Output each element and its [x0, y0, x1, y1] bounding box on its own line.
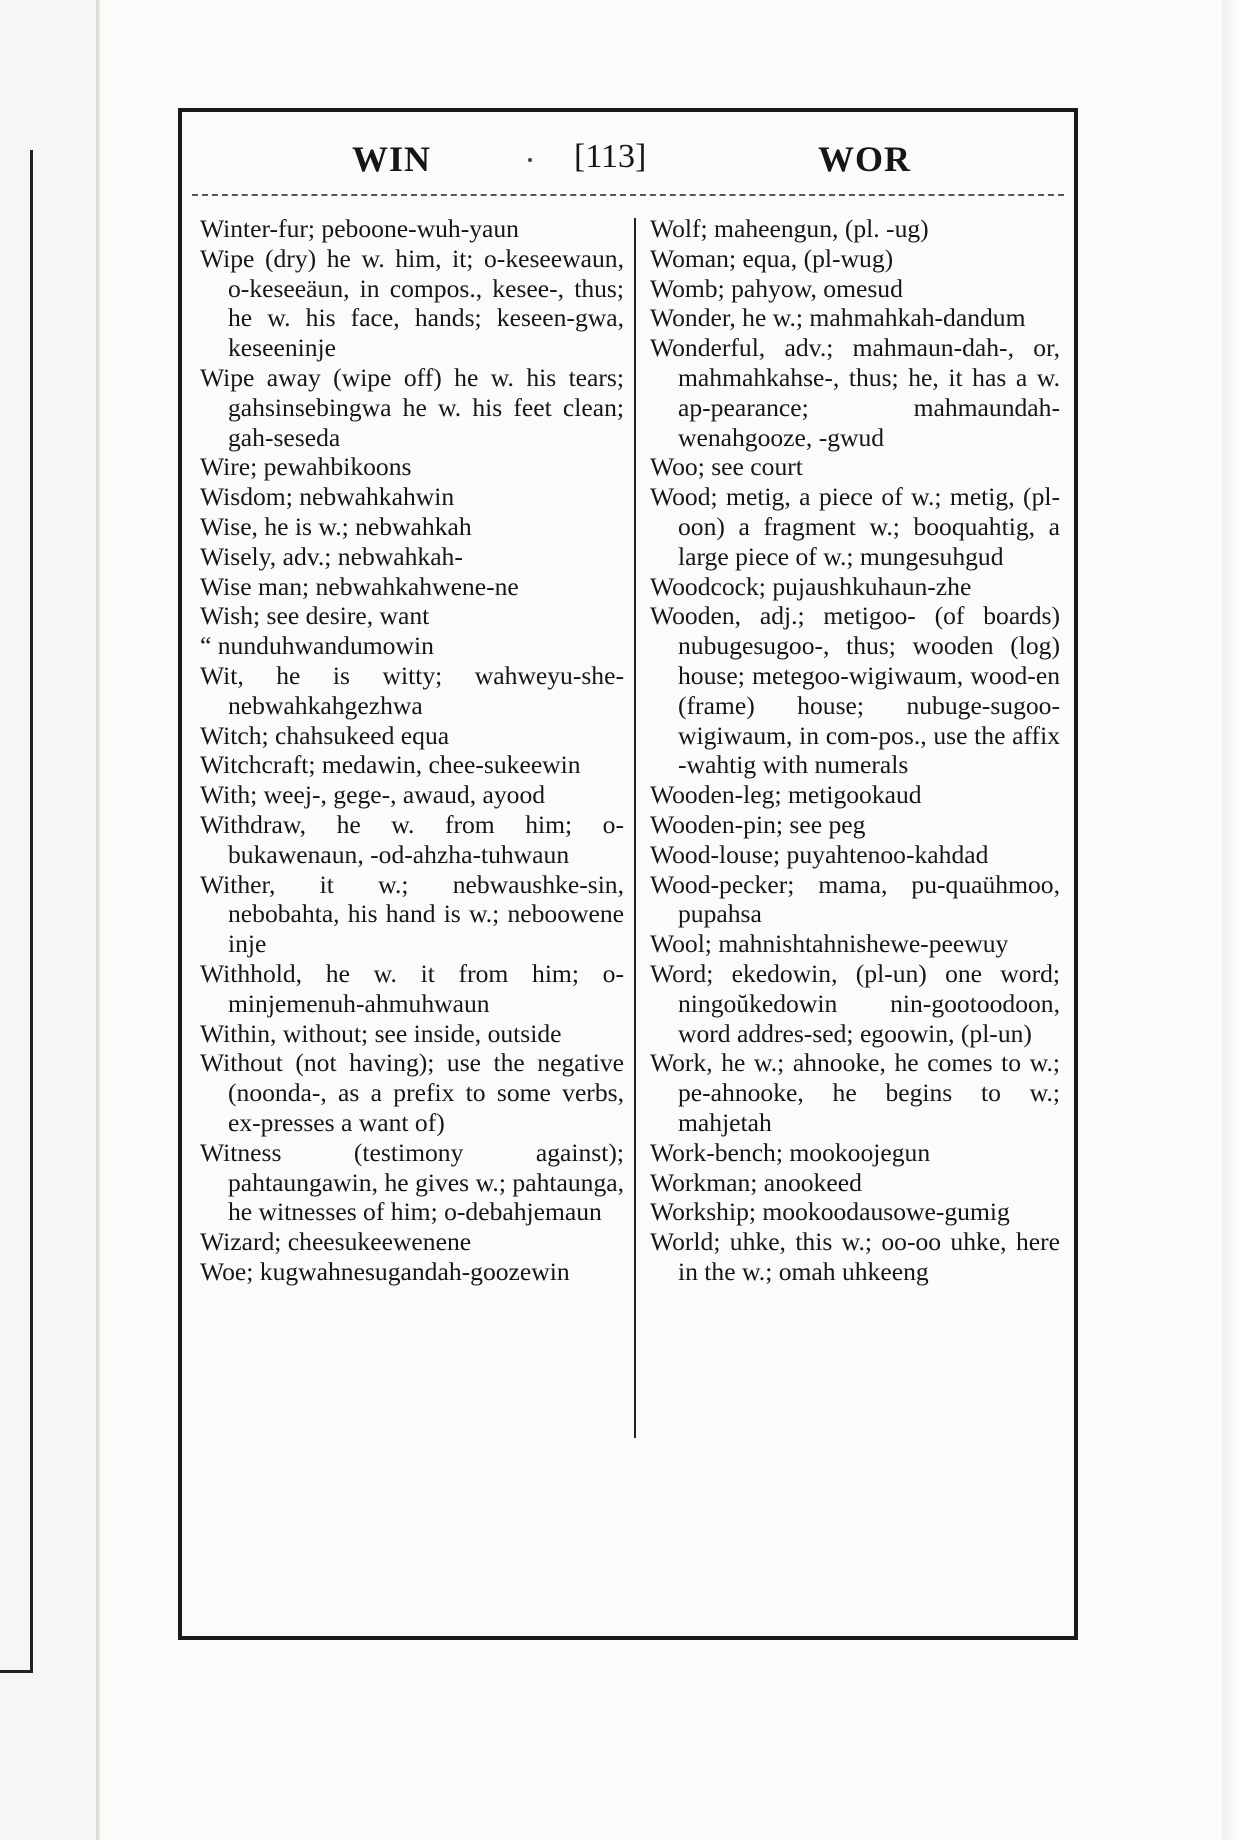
dictionary-entry: Wise, he is w.; nebwahkah	[200, 511, 472, 541]
previous-page-frame	[0, 150, 33, 1673]
dictionary-entry: Wizard; cheesukeewenene	[200, 1227, 472, 1257]
left-column	[200, 214, 624, 1287]
dictionary-entry: Wonder, he w.; mahmahkah-dandum	[650, 303, 1026, 333]
dictionary-entry: Withdraw, he w. from him; o-bukawenaun, -od-ahzha-tuhwaun	[200, 809, 624, 869]
dictionary-entry: Without (not having); use the negative (noonda-, as a prefix to some verbs, ex-presses a want of)	[200, 1048, 624, 1137]
left-guide-word: WIN	[352, 139, 432, 179]
dictionary-entry: Wither, it w.; nebwaushke-sin, nebobahta, his hand is w.; neboowene inje	[200, 869, 624, 959]
page-frame	[178, 108, 1078, 1640]
dictionary-entry: Work, he w.; ahnooke, he comes to w.; pe-ahnooke, he begins to w.; mahjetah	[650, 1048, 1060, 1137]
dictionary-entry: Wonderful, adv.; mahmaun-dah-, or, mahmahkahse-, thus; he, it has a w. ap-pearance; mahmaundah-wenahgooze, -gwud	[650, 333, 1060, 452]
dictionary-entry: Wisdom; nebwahkahwin	[200, 482, 455, 512]
dictionary-entry: Witness (testimony against); pahtaungawin, he gives w.; pahtaunga, he witnesses of him; o-debahjemaun	[200, 1137, 624, 1227]
dictionary-entry: Wipe away (wipe off) he w. his tears; gahsinsebingwa he w. his feet clean; gah-seseda	[200, 362, 624, 452]
dictionary-entry: Word; ekedowin, (pl-un) one word; ningoŭkedowin nin-gootoodoon, word addres-sed; egoowin, (pl-un)	[650, 958, 1060, 1048]
dictionary-entry: Wool; mahnishtahnishewe-peewuy	[650, 929, 1009, 959]
dictionary-entry: Within, without; see inside, outside	[200, 1018, 562, 1048]
dictionary-entry: Wolf; maheengun, (pl. -ug)	[650, 214, 929, 243]
dictionary-page	[100, 0, 1240, 1840]
dictionary-entry: Wooden-leg; metigookaud	[650, 780, 922, 810]
header-dot	[528, 158, 532, 162]
dictionary-entry: Wood-louse; puyahtenoo-kahdad	[650, 839, 989, 869]
dictionary-entry: Wipe (dry) he w. him, it; o-keseewaun, o-keseeäun, in compos., kesee-, thus; he w. his face, hands; keseen-gwa, keseeninje	[200, 243, 624, 363]
dictionary-entry: Womb; pahyow, omesud	[650, 273, 903, 303]
dictionary-entry: Wooden, adj.; metigoo- (of boards) nubugesugoo-, thus; wooden (log) house; metegoo-wigiwaum, wood-en (frame) house; nubuge-sugoo-wigiwaum, in com-pos., use the affix -wahtig with numerals	[650, 601, 1060, 780]
dictionary-entry: Woo; see court	[650, 452, 803, 482]
dictionary-entry: World; uhke, this w.; oo-oo uhke, here in the w.; omah uhkeeng	[650, 1227, 1060, 1286]
right-column	[650, 214, 1060, 1287]
dictionary-entry: Woman; equa, (pl-wug)	[650, 243, 894, 273]
dictionary-entry: Wit, he is witty; wahweyu-she-nebwahkahgezhwa	[200, 660, 624, 720]
column-divider	[634, 218, 636, 1438]
dictionary-entry: Workman; anookeed	[650, 1167, 862, 1197]
dictionary-entry: Woe; kugwahnesugandah-goozewin	[200, 1256, 570, 1286]
running-header	[182, 132, 1074, 188]
dictionary-entry: “ nunduhwandumowin	[200, 631, 434, 661]
dictionary-entry: Woodcock; pujaushkuhaun-zhe	[650, 571, 972, 601]
header-rule	[192, 194, 1064, 196]
dictionary-entry: Witchcraft; medawin, chee-sukeewin	[200, 750, 581, 780]
dictionary-entry: Work-bench; mookoojegun	[650, 1137, 931, 1167]
dictionary-entry: Wooden-pin; see peg	[650, 809, 866, 839]
right-guide-word: WOR	[818, 139, 911, 179]
dictionary-entry: Winter-fur; peboone-wuh-yaun	[200, 214, 519, 243]
dictionary-entry: Witch; chahsukeed equa	[200, 720, 450, 750]
dictionary-entry: With; weej-, gege-, awaud, ayood	[200, 780, 546, 810]
dictionary-entry: Workship; mookoodausowe-gumig	[650, 1197, 1010, 1227]
previous-page-edge	[0, 0, 100, 1840]
dictionary-entry: Wish; see desire, want	[200, 601, 430, 631]
dictionary-entry: Wise man; nebwahkahwene-ne	[200, 571, 519, 601]
dictionary-entry: Wood; metig, a piece of w.; metig, (pl-oon) a fragment w.; booquahtig, a large piece of w.; mungesuhgud	[650, 482, 1060, 571]
page-number: [113]	[574, 138, 647, 175]
dictionary-entry: Wood-pecker; mama, pu-quaühmoo, pupahsa	[650, 869, 1060, 929]
dictionary-entry: Wire; pewahbikoons	[200, 452, 412, 482]
dictionary-entry: Withhold, he w. it from him; o-minjemenuh-ahmuhwaun	[200, 958, 624, 1018]
dictionary-entry: Wisely, adv.; nebwahkah-	[200, 541, 463, 571]
page-edge	[1222, 0, 1240, 1840]
